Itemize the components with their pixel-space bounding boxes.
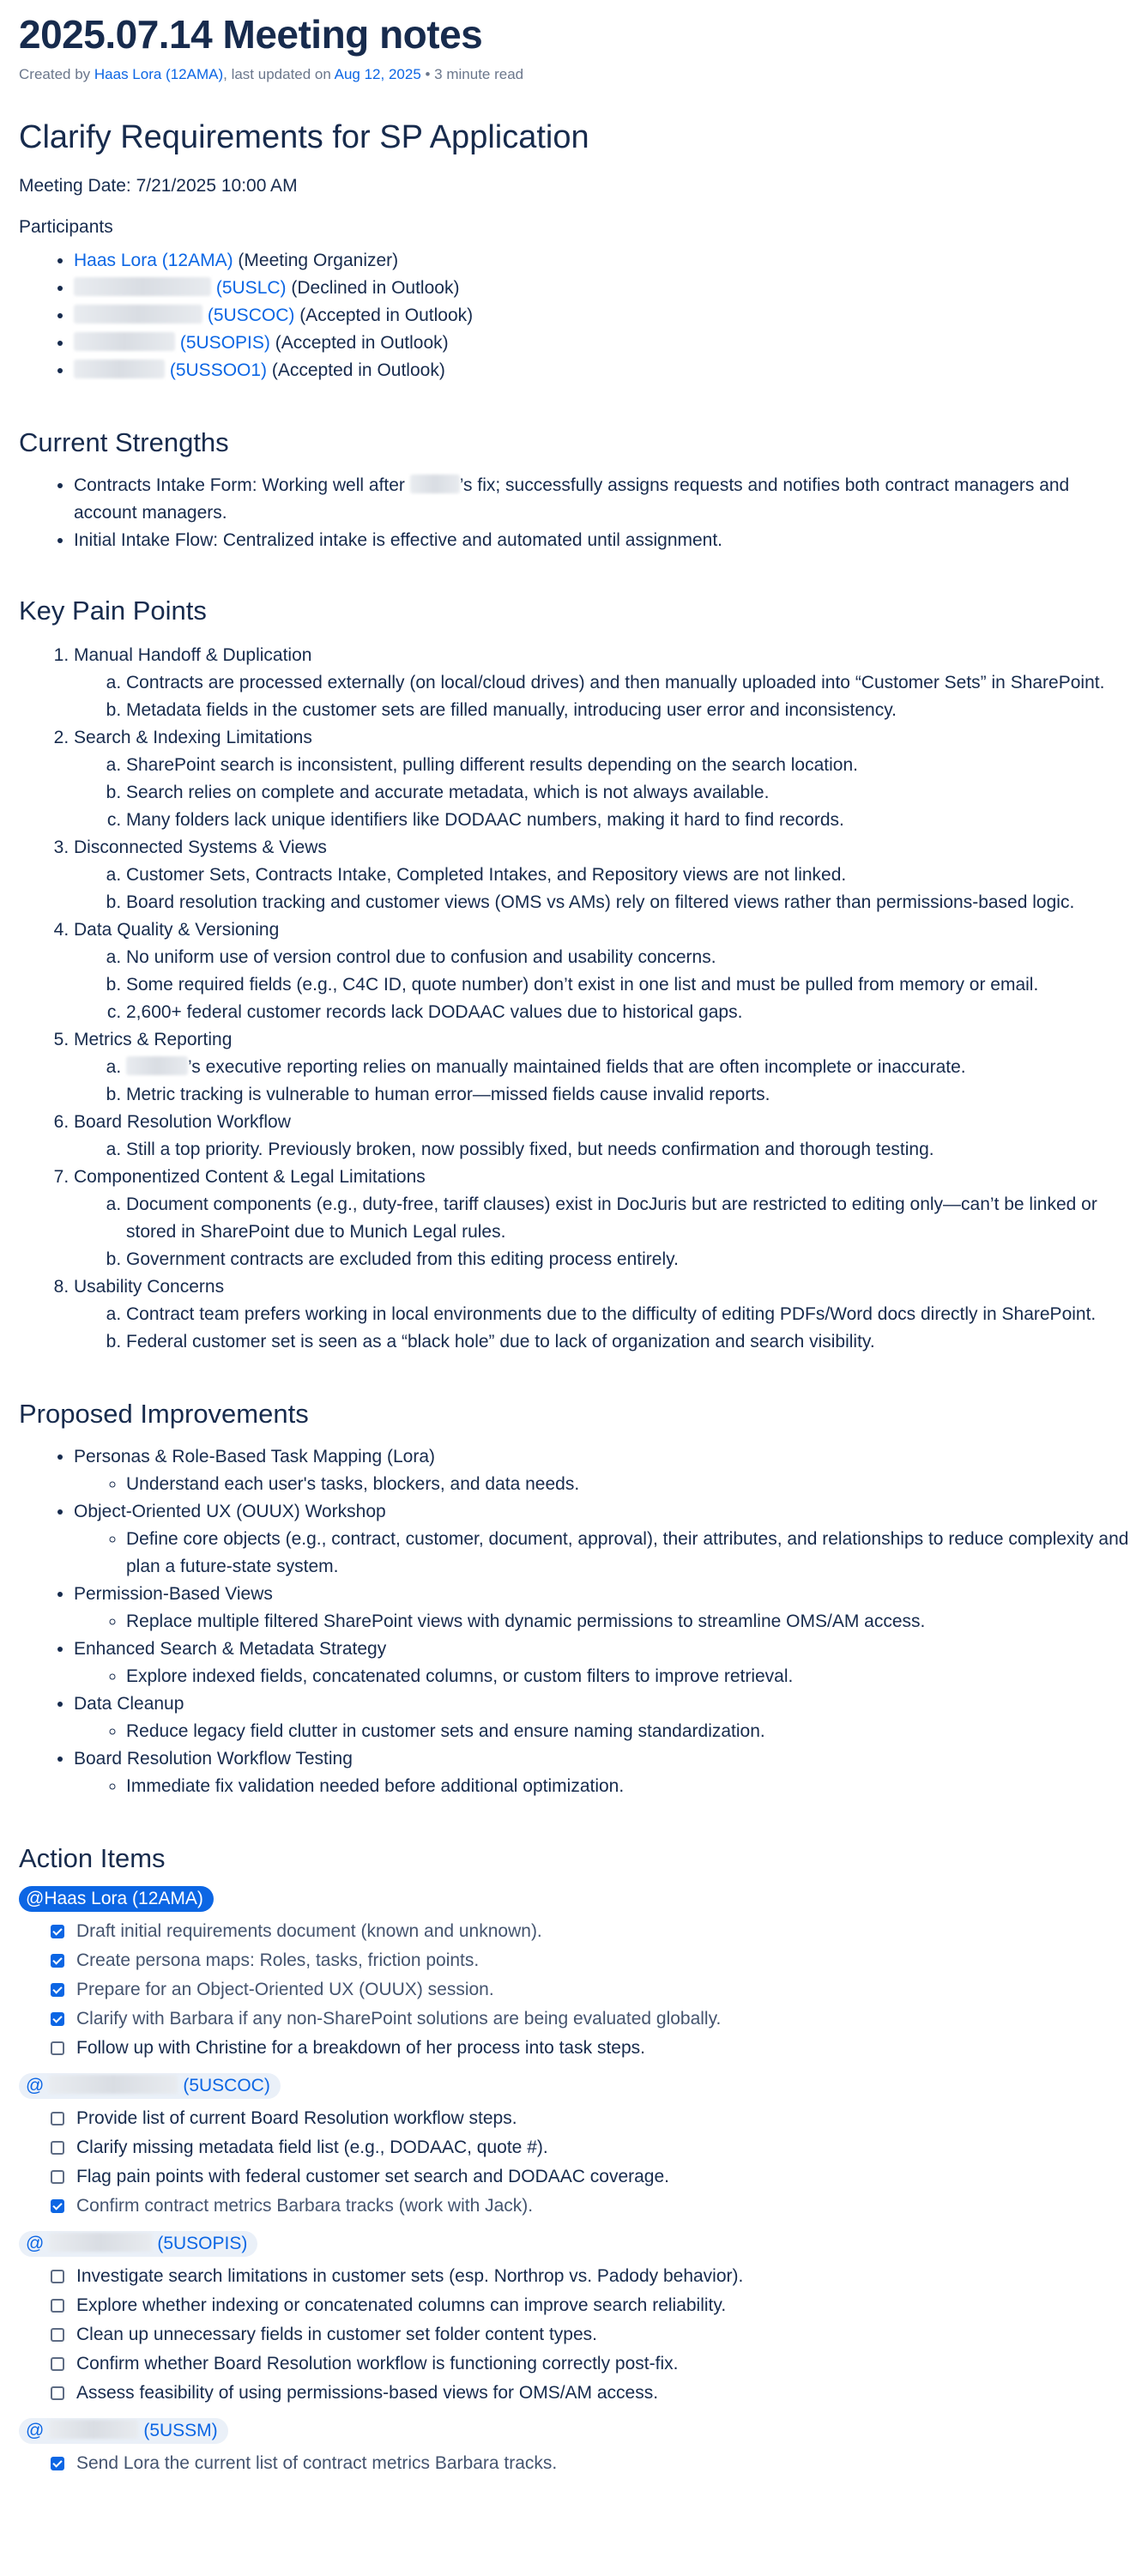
task-checkbox[interactable] [51, 2112, 64, 2126]
redacted-name [126, 1056, 188, 1075]
improvement-subitem: ◦ Immediate fix validation needed before additional optimization. [126, 1773, 1129, 1800]
pain-point-item: 8. Usability Concerns a. Contract team prefers working in local environments due to the difficulty of editing PDFs/Word docs directly in SharePoint. b. Federal customer set is seen as a “black hole” due to lack of organization and search visibility. [74, 1273, 1129, 1356]
author-link[interactable]: Haas Lora (12AMA) [94, 66, 224, 82]
pain-point-item: 7. Componentized Content & Legal Limitations a. Document components (e.g., duty-free, tariff clauses) exist in DocJuris but are restricted to editing only—can’t be linked or stored in SharePoint due to Munich Legal rules. b. Government contracts are excluded from this editing process entirely. [74, 1164, 1129, 1273]
pain-point-item: 1. Manual Handoff & Duplication a. Contracts are processed externally (on local/cloud drives) and then manually uploaded into “Customer Sets” in SharePoint. b. Metadata fields in the customer sets are filled manually, introducing user error and inconsistency. [74, 642, 1129, 724]
redacted-name [74, 305, 202, 324]
meeting-date: Meeting Date: 7/21/2025 10:00 AM [19, 176, 298, 196]
task-checkbox[interactable] [51, 2141, 64, 2155]
pain-point-subitem: a. SharePoint search is inconsistent, pulling different results depending on the search location. [126, 752, 1129, 779]
pain-point-subitem: a. Contracts are processed externally (on local/cloud drives) and then manually uploaded into “Customer Sets” in SharePoint. [126, 669, 1129, 697]
user-mention[interactable]: @Haas Lora (12AMA) [19, 1886, 214, 1912]
task-list [19, 2262, 1129, 2408]
participant-item: • Haas Lora (12AMA) (Meeting Organizer) [74, 247, 1129, 275]
improvements-list [19, 1443, 1129, 1800]
task-checkbox[interactable] [51, 1954, 64, 1968]
participants-label: Participants [19, 217, 113, 237]
user-mention[interactable]: @ (5USOPIS) [19, 2231, 257, 2257]
pain-point-subitem: c. Many folders lack unique identifiers like DODAAC numbers, making it hard to find records. [126, 807, 1129, 834]
pain-point-subitem: a. ’s executive reporting relies on manually maintained fields that are often incomplete or inaccurate. [126, 1054, 1129, 1081]
action-group [19, 2231, 1129, 2408]
participant-item: • (5USOPIS) (Accepted in Outlook) [74, 330, 1129, 357]
redacted-name [49, 2075, 178, 2094]
action-group [19, 1886, 1129, 2063]
redacted-name [74, 277, 211, 296]
improvement-subitem: ◦ Explore indexed fields, concatenated columns, or custom filters to improve retrieval. [126, 1663, 1129, 1690]
redacted-name [49, 2420, 138, 2439]
task-checkbox[interactable] [51, 2299, 64, 2313]
pain-point-subitems [74, 1301, 1129, 1356]
task-item: Clean up unnecessary fields in customer set folder content types. [51, 2320, 1129, 2349]
pain-point-subitem: b. Metric tracking is vulnerable to human error—missed fields cause invalid reports. [126, 1081, 1129, 1109]
task-item: Clarify with Barbara if any non-SharePoint solutions are being evaluated globally. [51, 2005, 1129, 2034]
task-item: Clarify missing metadata field list (e.g., DODAAC, quote #). [51, 2133, 1129, 2162]
strength-item: • Contracts Intake Form: Working well after ’s fix; successfully assigns requests and notifies both contract managers and account managers. [74, 472, 1129, 527]
task-checkbox[interactable] [51, 1983, 64, 1997]
participant-item: • (5USSOO1) (Accepted in Outlook) [74, 357, 1129, 384]
improvement-item: • Permission-Based Views ◦ Replace multiple filtered SharePoint views with dynamic permissions to streamline OMS/AM access. [74, 1581, 1129, 1636]
pain-point-subitem: b. Government contracts are excluded from this editing process entirely. [126, 1246, 1129, 1273]
meeting-heading: Clarify Requirements for SP Application [19, 119, 589, 155]
pain-point-subitem: a. No uniform use of version control due to confusion and usability concerns. [126, 944, 1129, 971]
task-list [19, 2449, 1129, 2478]
pain-point-subitem: a. Document components (e.g., duty-free, tariff clauses) exist in DocJuris but are restricted to editing only—can’t be linked or stored in SharePoint due to Munich Legal rules. [126, 1191, 1129, 1246]
action-items-heading: Action Items [19, 1843, 166, 1873]
task-item: Confirm contract metrics Barbara tracks (work with Jack). [51, 2192, 1129, 2221]
task-item: Draft initial requirements document (known and unknown). [51, 1917, 1129, 1946]
action-group [19, 2418, 1129, 2478]
participant-mention[interactable]: (5USOPIS) [179, 333, 270, 353]
participant-item: • (5USCOC) (Accepted in Outlook) [74, 302, 1129, 330]
pain-point-item: 6. Board Resolution Workflow a. Still a top priority. Previously broken, now possibly fixed, but needs confirmation and thorough testing. [74, 1109, 1129, 1164]
pain-point-subitem: b. Some required fields (e.g., C4C ID, quote number) don’t exist in one list and must be pulled from memory or email. [126, 971, 1129, 999]
task-item: Confirm whether Board Resolution workflow is functioning correctly post-fix. [51, 2349, 1129, 2379]
pain-point-item: 2. Search & Indexing Limitations a. SharePoint search is inconsistent, pulling different results depending on the search location. b. Search relies on complete and accurate metadata, which is not always available. c. Many folders lack unique identifiers like DODAAC numbers, making it hard to find records. [74, 724, 1129, 834]
improvement-item: • Enhanced Search & Metadata Strategy ◦ Explore indexed fields, concatenated columns, or custom filters to improve retrieval. [74, 1636, 1129, 1690]
strengths-list [19, 472, 1129, 554]
task-list [19, 1917, 1129, 2063]
task-checkbox[interactable] [51, 2012, 64, 2026]
pain-point-subitem: a. Contract team prefers working in local environments due to the difficulty of editing PDFs/Word docs directly in SharePoint. [126, 1301, 1129, 1328]
task-item: Assess feasibility of using permissions-based views for OMS/AM access. [51, 2379, 1129, 2408]
improvement-subitem: ◦ Replace multiple filtered SharePoint views with dynamic permissions to streamline OMS/AM access. [126, 1608, 1129, 1636]
user-mention[interactable]: @ (5USSM) [19, 2418, 228, 2444]
task-checkbox[interactable] [51, 2328, 64, 2342]
task-list [19, 2104, 1129, 2221]
task-item: Send Lora the current list of contract metrics Barbara tracks. [51, 2449, 1129, 2478]
participant-item: • (5USLC) (Declined in Outlook) [74, 275, 1129, 302]
strengths-heading: Current Strengths [19, 427, 229, 457]
redacted-name [74, 360, 165, 378]
pain-point-subitem: b. Board resolution tracking and customer views (OMS vs AMs) rely on filtered views rather than permissions-based logic. [126, 889, 1129, 916]
pain-point-subitems [74, 862, 1129, 916]
participants-list [19, 247, 1129, 384]
redacted-name [74, 332, 175, 351]
participant-mention[interactable]: (5USSOO1) [169, 360, 268, 380]
improvements-heading: Proposed Improvements [19, 1399, 309, 1429]
participant-mention[interactable]: (5USLC) [215, 278, 287, 298]
task-checkbox[interactable] [51, 1925, 64, 1938]
improvement-item: • Object-Oriented UX (OUUX) Workshop ◦ Define core objects (e.g., contract, customer, document, approval), their attributes, and relationships to reduce complexity and plan a future-state system. [74, 1498, 1129, 1581]
pain-point-subitems [74, 1191, 1129, 1273]
task-item: Create persona maps: Roles, tasks, friction points. [51, 1946, 1129, 1975]
pain-point-subitems [74, 1136, 1129, 1164]
user-mention[interactable]: @ (5USCOC) [19, 2073, 281, 2099]
task-item: Investigate search limitations in customer sets (esp. Northrop vs. Padody behavior). [51, 2262, 1129, 2291]
improvement-subitem: ◦ Reduce legacy field clutter in customer sets and ensure naming standardization. [126, 1718, 1129, 1745]
pain-point-subitems [74, 752, 1129, 834]
pain-point-subitem: a. Customer Sets, Contracts Intake, Completed Intakes, and Repository views are not linked. [126, 862, 1129, 889]
byline: Created by Haas Lora (12AMA), last updated on Aug 12, 2025 • 3 minute read [19, 66, 524, 82]
participant-mention[interactable]: Haas Lora (12AMA) [74, 251, 233, 270]
improvement-item: • Board Resolution Workflow Testing ◦ Immediate fix validation needed before additional optimization. [74, 1745, 1129, 1800]
task-checkbox[interactable] [51, 2041, 64, 2055]
task-item: Provide list of current Board Resolution workflow steps. [51, 2104, 1129, 2133]
pain-points-heading: Key Pain Points [19, 596, 207, 626]
pain-point-subitem: a. Still a top priority. Previously broken, now possibly fixed, but needs confirmation and thorough testing. [126, 1136, 1129, 1164]
strength-item: • Initial Intake Flow: Centralized intake is effective and automated until assignment. [74, 527, 1129, 554]
redacted-name [49, 2233, 152, 2252]
participant-mention[interactable]: (5USCOC) [207, 305, 295, 325]
page-title: 2025.07.14 Meeting notes [19, 12, 483, 57]
improvement-item: • Personas & Role-Based Task Mapping (Lora) ◦ Understand each user's tasks, blockers, and data needs. [74, 1443, 1129, 1498]
task-item: Follow up with Christine for a breakdown of her process into task steps. [51, 2034, 1129, 2063]
task-item: Flag pain points with federal customer set search and DODAAC coverage. [51, 2162, 1129, 2192]
redacted-name [410, 475, 460, 493]
improvement-subitem: ◦ Define core objects (e.g., contract, customer, document, approval), their attributes, and relationships to reduce complexity and plan a future-state system. [126, 1526, 1129, 1581]
pain-points-list [19, 642, 1129, 1356]
pain-point-item: 3. Disconnected Systems & Views a. Customer Sets, Contracts Intake, Completed Intakes, and Repository views are not linked. b. Board resolution tracking and customer views (OMS vs AMs) rely on filtered views rather than permissions-based logic. [74, 834, 1129, 916]
pain-point-subitems [74, 944, 1129, 1026]
pain-point-subitem: b. Metadata fields in the customer sets are filled manually, introducing user error and inconsistency. [126, 697, 1129, 724]
pain-point-subitem: b. Search relies on complete and accurate metadata, which is not always available. [126, 779, 1129, 807]
task-checkbox[interactable] [51, 2457, 64, 2470]
task-item: Prepare for an Object-Oriented UX (OUUX) session. [51, 1975, 1129, 2005]
updated-date-link[interactable]: Aug 12, 2025 [334, 66, 421, 82]
pain-point-item: 4. Data Quality & Versioning a. No uniform use of version control due to confusion and usability concerns. b. Some required fields (e.g., C4C ID, quote number) don’t exist in one list and must be pulled from memory or email. c. 2,600+ federal customer records lack DODAAC values due to historical gaps. [74, 916, 1129, 1026]
task-checkbox[interactable] [51, 2357, 64, 2371]
task-checkbox[interactable] [51, 2199, 64, 2213]
task-item: Explore whether indexing or concatenated columns can improve search reliability. [51, 2291, 1129, 2320]
task-checkbox[interactable] [51, 2270, 64, 2283]
pain-point-subitem: c. 2,600+ federal customer records lack DODAAC values due to historical gaps. [126, 999, 1129, 1026]
action-group [19, 2073, 1129, 2221]
pain-point-subitems [74, 669, 1129, 724]
pain-point-subitem: b. Federal customer set is seen as a “black hole” due to lack of organization and search visibility. [126, 1328, 1129, 1356]
pain-point-item: 5. Metrics & Reporting a. ’s executive reporting relies on manually maintained fields that are often incomplete or inaccurate. b. Metric tracking is vulnerable to human error—missed fields cause invalid reports. [74, 1026, 1129, 1109]
improvement-item: • Data Cleanup ◦ Reduce legacy field clutter in customer sets and ensure naming standardization. [74, 1690, 1129, 1745]
task-checkbox[interactable] [51, 2170, 64, 2184]
pain-point-subitems [74, 1054, 1129, 1109]
task-checkbox[interactable] [51, 2386, 64, 2400]
improvement-subitem: ◦ Understand each user's tasks, blockers, and data needs. [126, 1471, 1129, 1498]
